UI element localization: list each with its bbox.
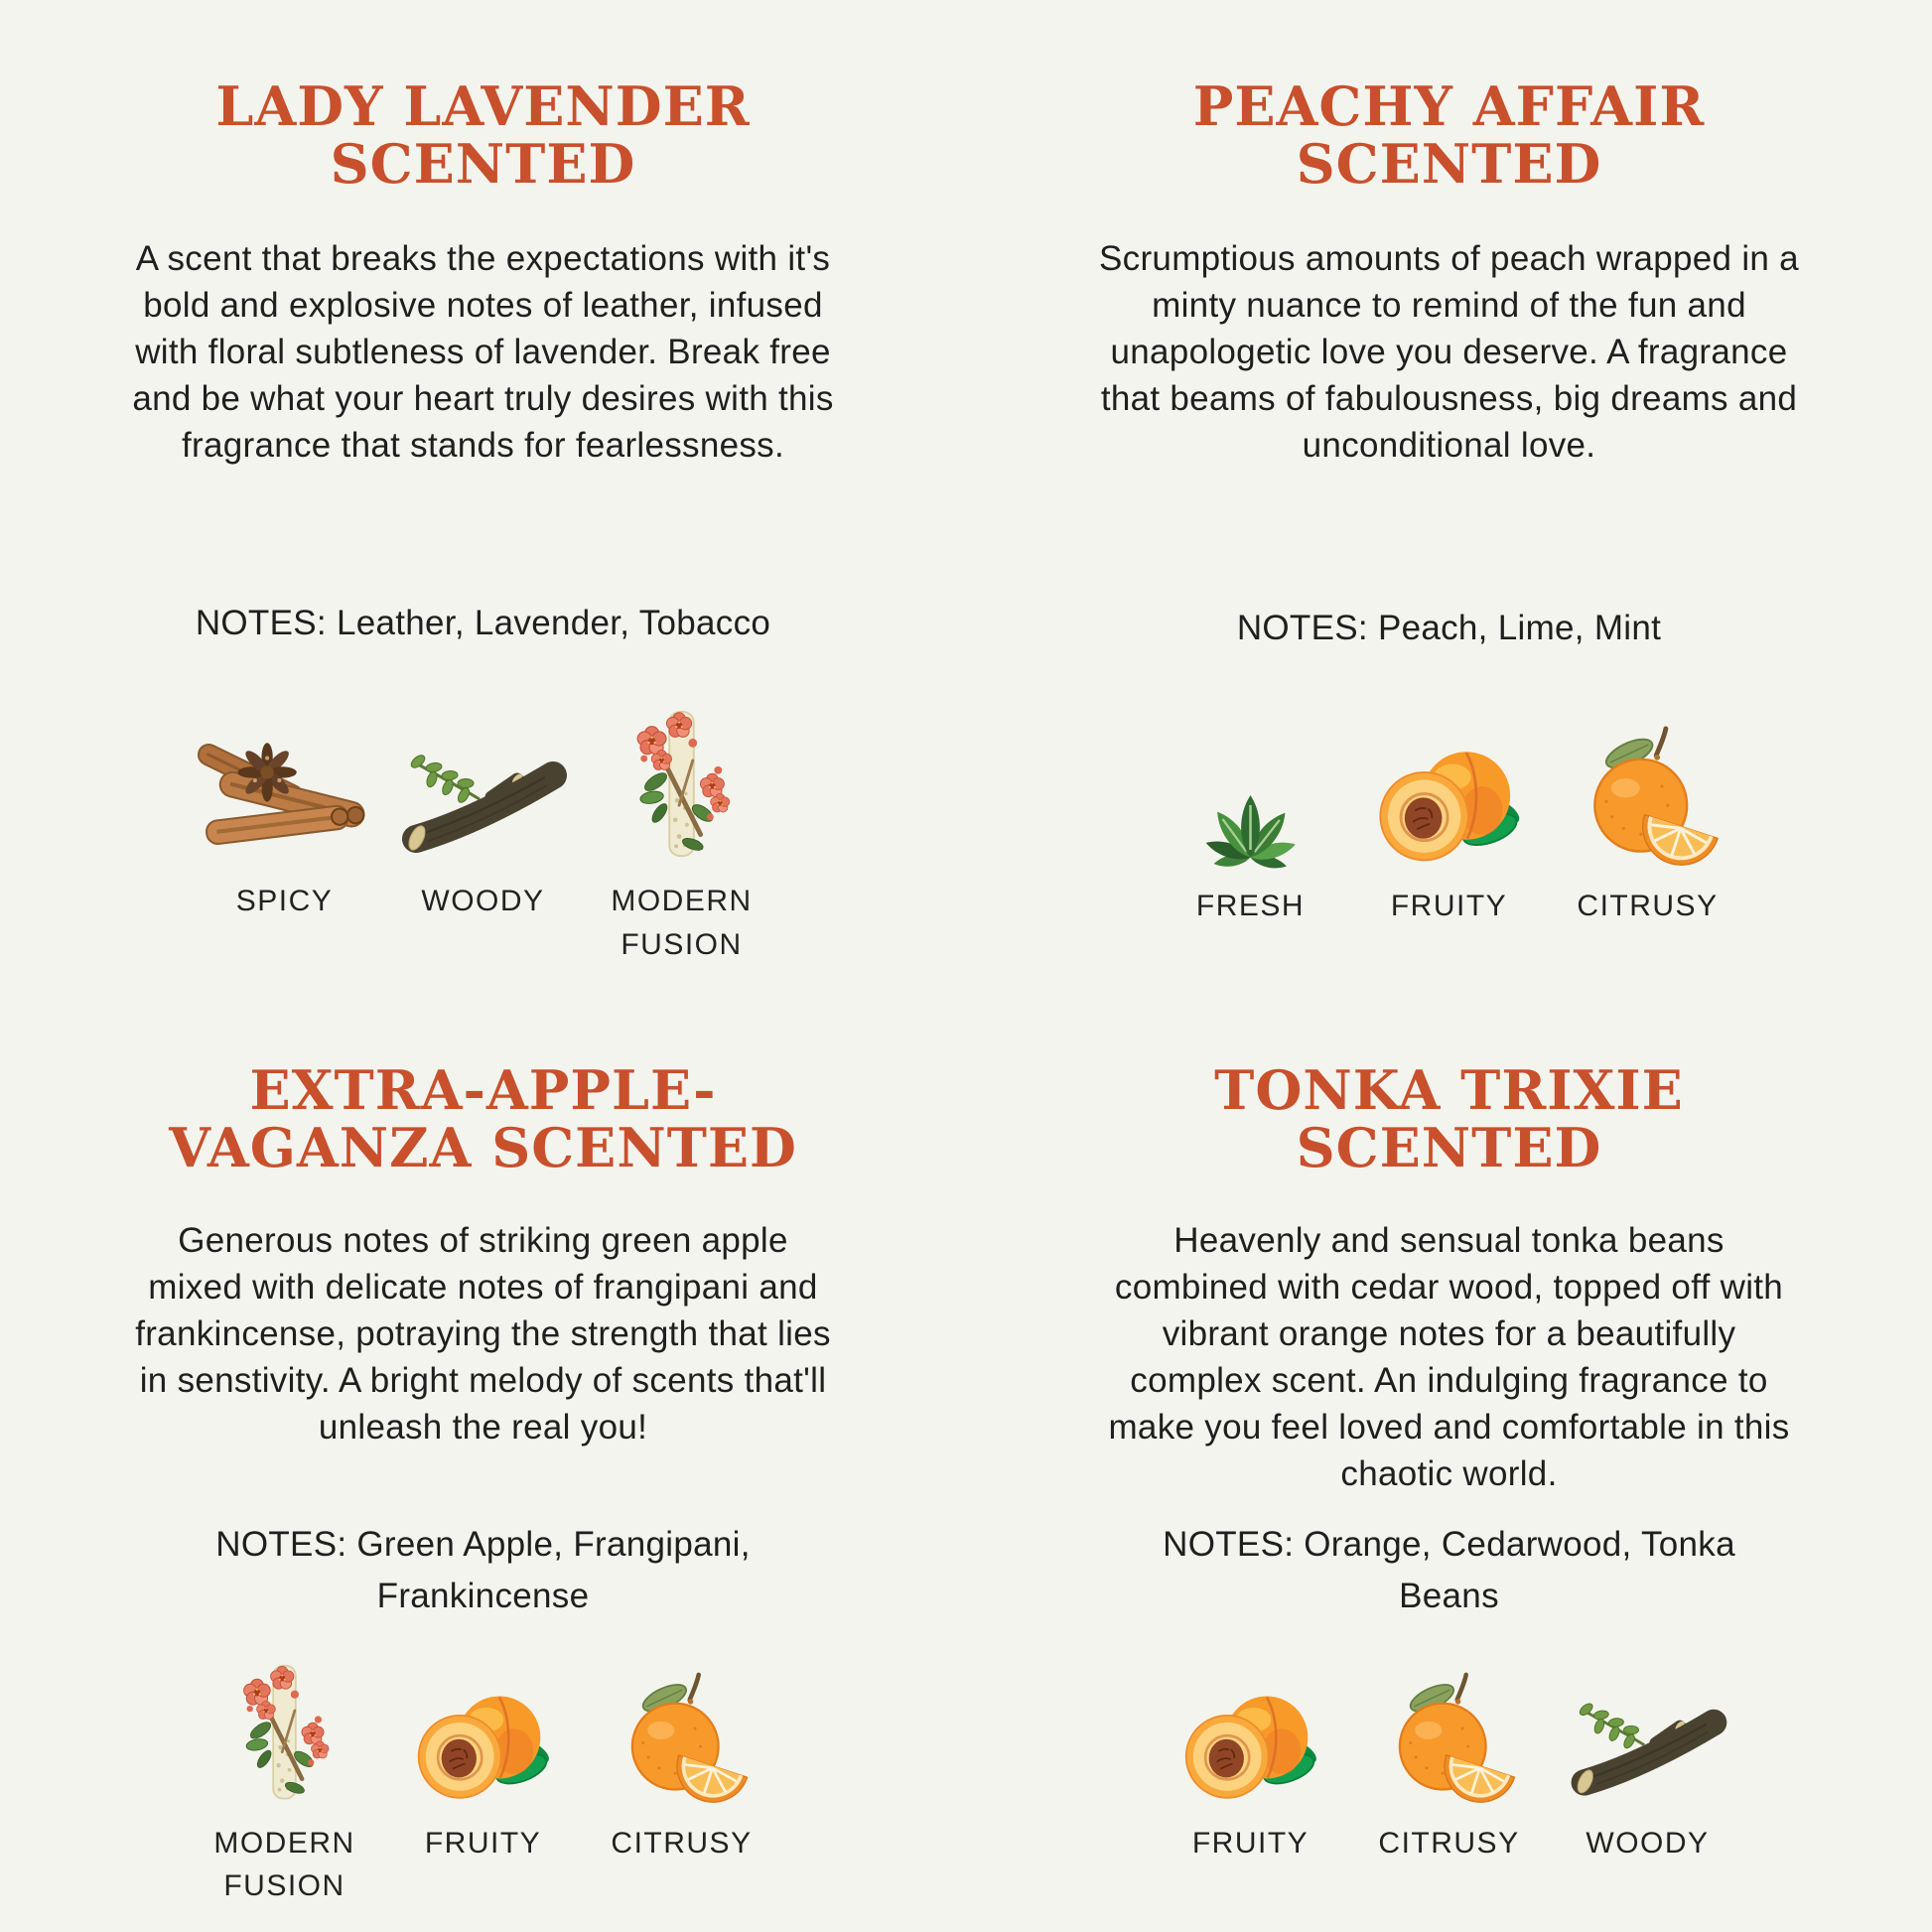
modern-fusion-icon (237, 1659, 332, 1806)
facet-label: WOODY (421, 885, 545, 917)
scent-title-line: PEACHY AFFAIR (1192, 74, 1706, 138)
facet-citrusy (583, 1659, 781, 1865)
scent-title (1214, 1058, 1684, 1180)
fruity-icon (409, 1659, 558, 1806)
facet-label: FRUITY (424, 1826, 542, 1860)
scent-title-line: TONKA TRIXIE (1214, 1058, 1684, 1122)
scent-description: A scent that breaks the expectations with it's bold and explosive notes of leather, infused with floral subtleness of lavender. Break free and be what your heart truly desires with this fragrance that stands for fearlessness. (132, 238, 834, 465)
scent-title-line: EXTRA-APPLE- (249, 1058, 717, 1122)
facet-fresh (1152, 710, 1350, 928)
facet-citrusy (1549, 710, 1747, 928)
facet-woody (384, 705, 583, 923)
fresh-icon (1188, 710, 1312, 869)
facet-row (186, 705, 781, 966)
facet-label: CITRUSY (1378, 1826, 1520, 1860)
scent-notes: NOTES: Orange, Cedarwood, Tonka Beans (1163, 1524, 1735, 1616)
facet-label: FRUITY (1191, 1826, 1310, 1860)
facet-label: SPICY (235, 885, 334, 917)
facet-woody (1549, 1659, 1747, 1865)
facet-row (1152, 1659, 1747, 1865)
scent-title (169, 1058, 797, 1180)
facet-label: WOODY (1586, 1826, 1710, 1860)
facet-label: CITRUSY (1577, 890, 1719, 923)
scent-title (1192, 74, 1706, 197)
facet-label: CITRUSY (611, 1826, 753, 1860)
facet-fruity (1152, 1659, 1350, 1865)
fruity-icon (1370, 710, 1529, 869)
fruity-icon (1176, 1659, 1325, 1806)
facet-label: FRESH (1195, 890, 1306, 923)
citrusy-icon (613, 1659, 752, 1806)
scent-card-tonka-trixie (966, 966, 1932, 1932)
facet-label: FRUITY (1390, 890, 1508, 923)
facet-modern-fusion (583, 705, 781, 966)
facet-fruity (1350, 710, 1549, 928)
scent-description: Scrumptious amounts of peach wrapped in a minty nuance to remind of the fun and unapologetic love you deserve. A fragrance that beams of fabulousness, big dreams and unconditional love. (1099, 238, 1799, 465)
scent-notes: NOTES: Green Apple, Frangipani, Frankincense (215, 1524, 751, 1616)
scent-description: Heavenly and sensual tonka beans combined with cedar wood, topped off with vibrant orange notes for a beautifully complex scent. An indulging fragrance to make you feel loved and comfortable in this chaotic world. (1108, 1220, 1790, 1493)
citrusy-icon (1380, 1659, 1519, 1806)
scent-title-line: SCENTED (1296, 132, 1602, 197)
citrusy-icon (1574, 710, 1723, 869)
facet-label: MODERN FUSION (213, 1826, 355, 1903)
facet-spicy (186, 705, 384, 923)
spicy-icon (188, 705, 381, 864)
scent-title-line: SCENTED (1296, 1116, 1602, 1180)
woody-icon (1564, 1659, 1732, 1806)
scent-card-peachy-affair (966, 0, 1932, 966)
scent-description: Generous notes of striking green apple mixed with delicate notes of frangipani and frankincense, potraying the strength that lies in senstivity. A bright melody of scents that'll unleash the real you! (135, 1220, 831, 1447)
scent-card-extra-apple-vaganza (0, 966, 966, 1932)
facet-row (1152, 710, 1747, 928)
facet-row (186, 1659, 781, 1908)
scent-title-line: SCENTED (330, 132, 636, 197)
scent-title-line: VAGANZA SCENTED (169, 1116, 797, 1180)
facet-citrusy (1350, 1659, 1549, 1865)
scent-notes: NOTES: Peach, Lime, Mint (1236, 608, 1662, 647)
modern-fusion-icon (630, 705, 733, 864)
facet-modern-fusion (186, 1659, 384, 1908)
scent-title-line: LADY LAVENDER (215, 74, 751, 138)
facet-label: MODERN FUSION (611, 885, 753, 961)
scent-card-lady-lavender (0, 0, 966, 966)
scent-title (215, 74, 751, 197)
facet-fruity (384, 1659, 583, 1865)
woody-icon (394, 705, 573, 864)
scent-notes: NOTES: Leather, Lavender, Tobacco (195, 604, 771, 642)
